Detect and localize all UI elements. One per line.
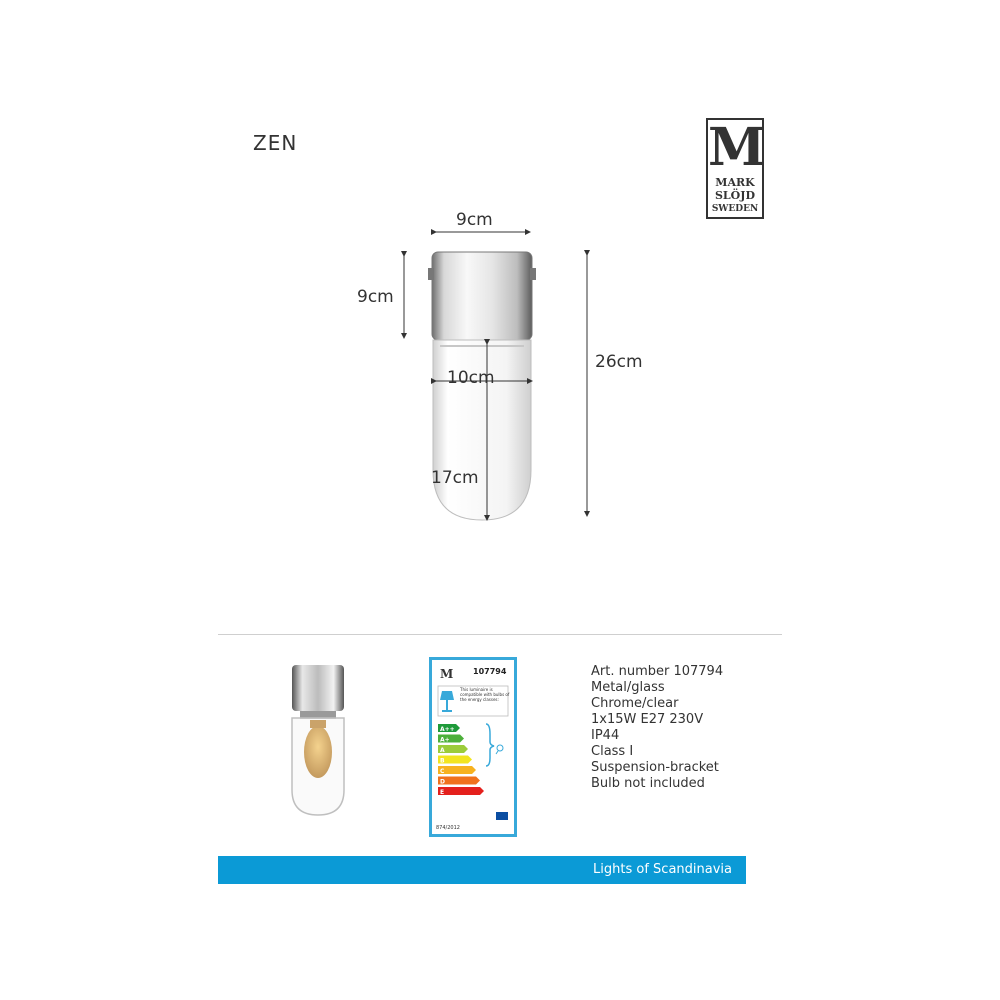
energy-class-label: A++ <box>440 726 455 733</box>
logo-line-3: SWEDEN <box>711 204 759 214</box>
energy-class-label: A <box>440 747 445 754</box>
dimension-glass-width: 10cm <box>447 368 495 388</box>
lamp-glass-shade <box>433 340 531 520</box>
energy-label-regulation: 874/2012 <box>436 825 460 831</box>
dimension-top-width: 9cm <box>456 210 493 230</box>
eu-flag-icon <box>496 812 508 820</box>
energy-label-text: This luminaire is compatible with bulbs of the energy classes: <box>460 687 510 702</box>
lamp-chrome-base <box>432 252 532 340</box>
energy-class-label: C <box>440 768 445 775</box>
energy-class-label: E <box>440 789 445 796</box>
energy-class-label: B <box>440 757 445 765</box>
product-title: ZEN <box>253 131 298 155</box>
energy-class-label: A+ <box>440 736 450 744</box>
bulb-icon <box>496 745 503 754</box>
spec-line: Bulb not included <box>591 776 705 791</box>
energy-label-article: 107794 <box>473 667 507 676</box>
footer-tagline: Lights of Scandinavia <box>593 862 732 877</box>
lamp-icon <box>440 691 454 712</box>
dimension-glass-height: 17cm <box>431 468 479 488</box>
spec-line: Art. number 107794 <box>591 664 724 679</box>
spec-line: Chrome/clear <box>591 696 679 711</box>
logo-letter: M <box>708 117 766 178</box>
spec-line: 1x15W E27 230V <box>591 712 704 727</box>
section-divider <box>218 634 782 635</box>
product-specs <box>591 664 723 792</box>
product-photo <box>280 660 356 820</box>
spec-line: IP44 <box>591 728 620 743</box>
energy-label-logo: M <box>440 667 454 681</box>
dimension-total-height: 26cm <box>595 352 643 372</box>
logo-line-2: SLÖJD <box>714 189 755 202</box>
footer-bar <box>218 856 746 884</box>
dimension-top-height: 9cm <box>357 287 394 307</box>
spec-line: Suspension-bracket <box>591 760 719 775</box>
spec-line: Class I <box>591 744 634 759</box>
energy-class-label: D <box>440 778 445 786</box>
spec-line: Metal/glass <box>591 680 665 695</box>
energy-label <box>429 657 517 837</box>
logo-line-1: MARK <box>715 176 755 189</box>
energy-class-bar <box>438 787 484 795</box>
